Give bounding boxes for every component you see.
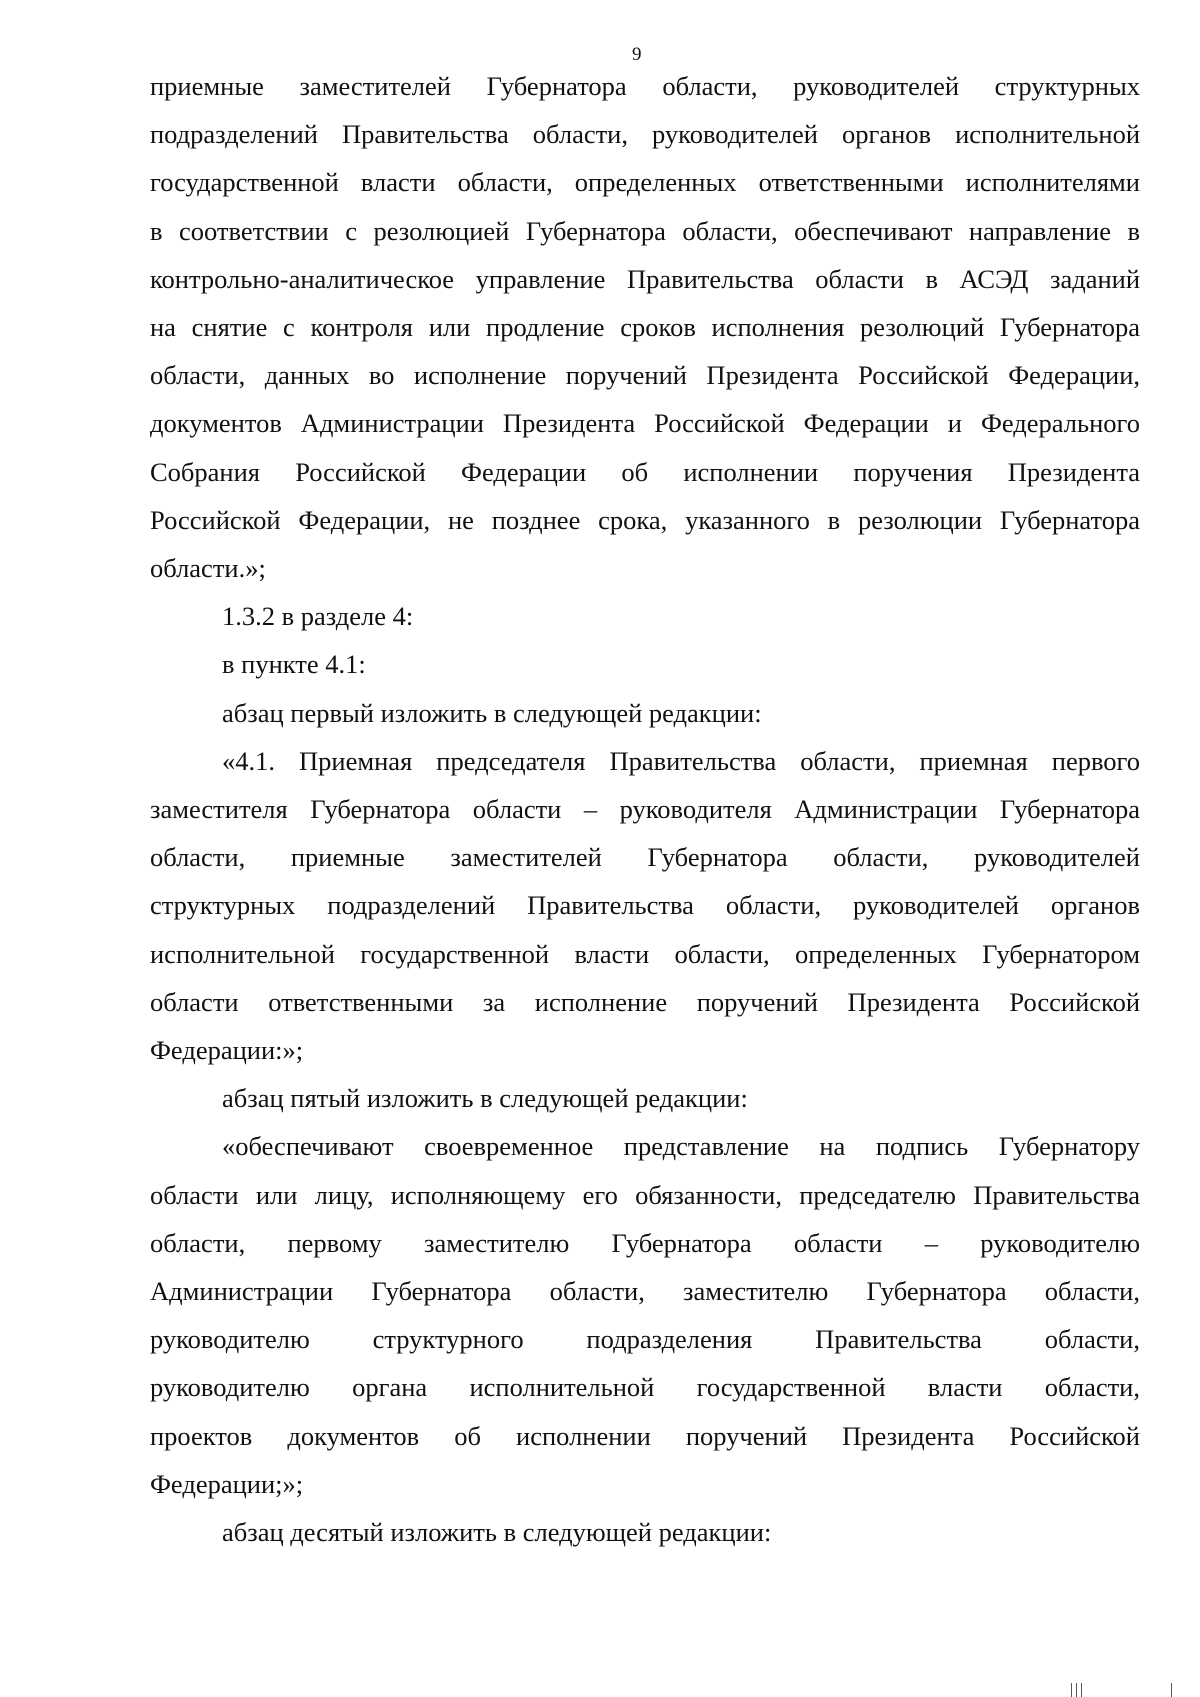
text-line: области, приемные заместителей Губернатора области, руководителей [150,842,1140,873]
text-line: руководителю органа исполнительной государственной власти области, [150,1372,1140,1403]
document-body [150,62,1140,1556]
text-line: документов Администрации Президента Российской Федерации и Федерального [150,408,1140,439]
text-line: области.»; [150,553,266,584]
text-line: абзац десятый изложить в следующей редакции: [222,1517,772,1548]
text-line: «обеспечивают своевременное представление на подпись Губернатору [222,1131,1140,1162]
text-line: в соответствии с резолюцией Губернатора области, обеспечивают направление в [150,215,1140,246]
text-line: в пункте 4.1: [222,649,366,680]
text-line: «4.1. Приемная председателя Правительства области, приемная первого [222,745,1140,776]
scan-artifact [1081,1683,1082,1697]
text-line: исполнительной государственной власти области, определенных Губернатором [150,938,1140,969]
text-line: на снятие с контроля или продление сроков исполнения резолюций Губернатора [150,312,1140,343]
text-line: области ответственными за исполнение поручений Президента Российской [150,986,1140,1017]
scan-artifact [1071,1683,1072,1697]
text-line: области, первому заместителю Губернатора области – руководителю [150,1227,1140,1258]
page-number: 9 [632,44,642,65]
text-line: приемные заместителей Губернатора области, руководителей структурных [150,71,1140,101]
text-line: Администрации Губернатора области, заместителю Губернатора области, [150,1276,1140,1307]
scan-artifact [1171,1683,1172,1697]
text-line: абзац первый изложить в следующей редакции: [222,697,762,728]
text-line: Российской Федерации, не позднее срока, указанного в резолюции Губернатора [150,504,1140,535]
text-line: подразделений Правительства области, руководителей органов исполнительной [150,119,1140,150]
text-line: проектов документов об исполнении поручений Президента Российской [150,1420,1140,1451]
scan-artifact [1076,1683,1077,1697]
text-line: области или лицу, исполняющему его обязанности, председателю Правительства [150,1179,1140,1210]
text-line: 1.3.2 в разделе 4: [222,601,414,632]
text-line: Собрания Российской Федерации об исполнении поручения Президента [150,456,1140,487]
text-line: Федерации;»; [150,1468,304,1499]
text-line: абзац пятый изложить в следующей редакции: [222,1083,748,1114]
text-line: заместителя Губернатора области – руководителя Администрации Губернатора [150,794,1140,825]
text-line: государственной власти области, определенных ответственными исполнителями [150,167,1140,198]
text-line: Федерации:»; [150,1035,304,1066]
text-line: контрольно-аналитическое управление Правительства области в АСЭД заданий [150,263,1140,294]
text-line: руководителю структурного подразделения Правительства области, [150,1324,1140,1355]
text-line: структурных подразделений Правительства области, руководителей органов [150,890,1140,921]
text-line: области, данных во исполнение поручений Президента Российской Федерации, [150,360,1140,391]
